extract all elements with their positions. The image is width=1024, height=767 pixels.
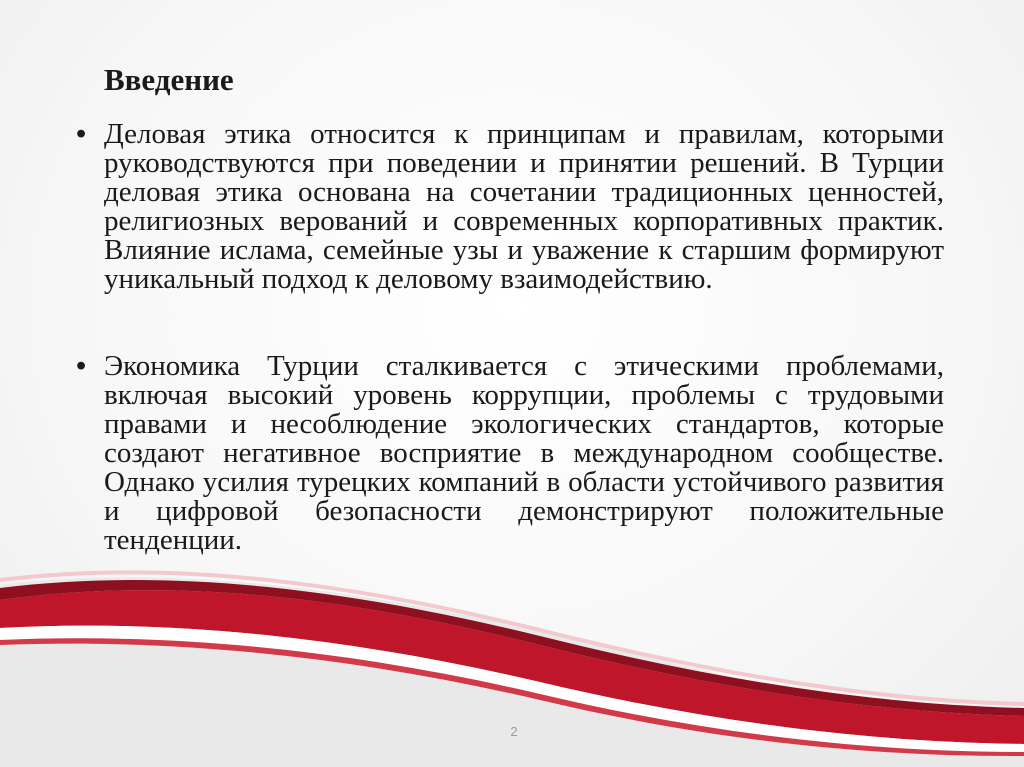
slide-title: Введение — [104, 62, 234, 97]
bullet-marker: • — [76, 118, 87, 150]
bullet-item — [72, 120, 944, 294]
bullet-item — [72, 352, 944, 555]
bullet-list — [72, 120, 944, 555]
bullet-marker: • — [76, 350, 87, 382]
bullet-text: Деловая этика относится к принципам и правилам, которыми руководствуются при поведении и принятии решений. В Турции деловая этика основана на сочетании традиционных ценностей, религиозных верований и современных корпоративных практик. Влияние ислама, семейные узы и уважение к старшим формируют уникальный подход к деловому взаимодействию. — [104, 118, 944, 295]
bullet-text: Экономика Турции сталкивается с этическими проблемами, включая высокий уровень коррупции, проблемы с трудовыми правами и несоблюдение экологических стандартов, которые создают негативное восприятие в международном сообществе. Однако усилия турецких компаний в области устойчивого развития и цифровой безопасности демонстрируют положительные тенденции. — [104, 350, 944, 556]
page-number: 2 — [510, 724, 518, 739]
